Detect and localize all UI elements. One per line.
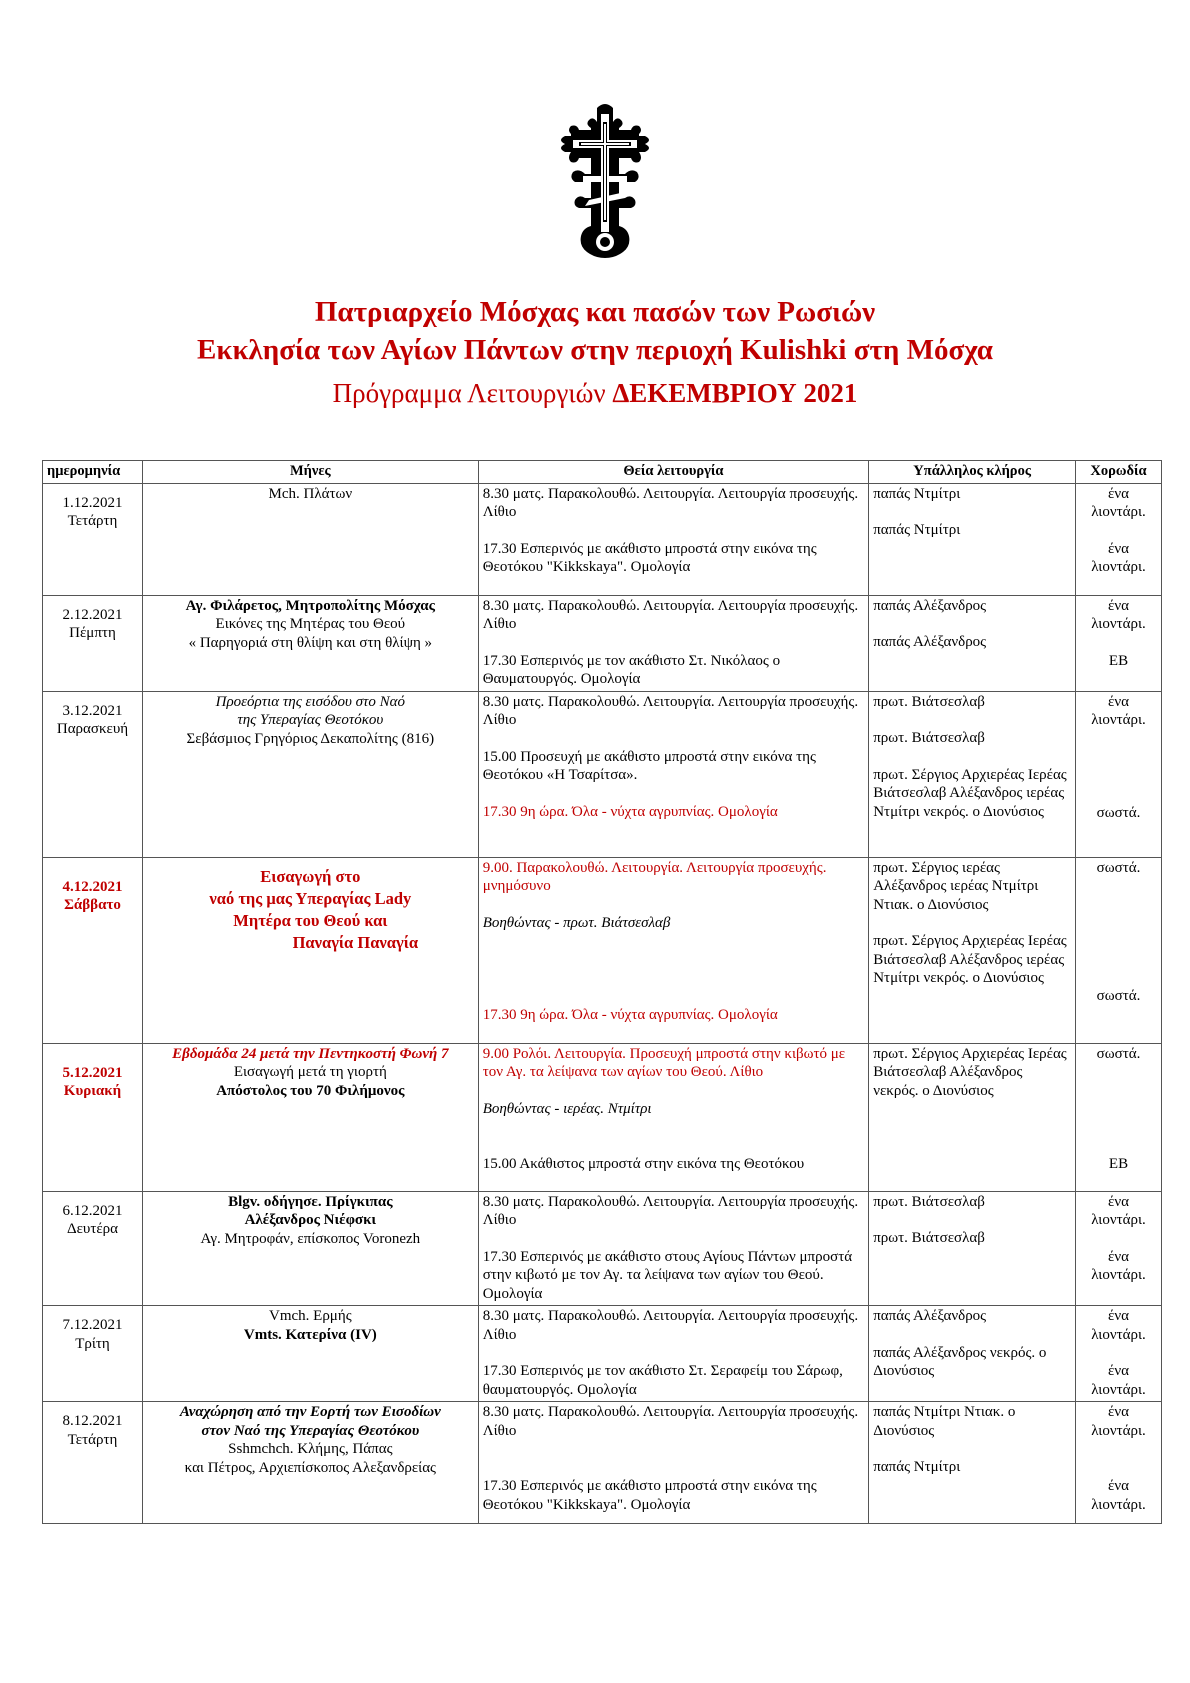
choir-entry: ΕΒ	[1108, 652, 1129, 669]
service-entry: 17.30 Εσπερινός με ακάθιστο μπροστά στην εικόνα της Θεοτόκου "Kikkskaya". Ομολογία	[482, 540, 817, 575]
liturgy-cell	[478, 1191, 869, 1306]
choir-entry: σωστά.	[1096, 804, 1141, 821]
service-entry: 8.30 ματς. Παρακολουθώ. Λειτουργία. Λειτουργία προσευχής. Λίθιο	[482, 1308, 859, 1343]
saints-cell	[142, 691, 478, 857]
choir-entry: ΕΒ	[1108, 1156, 1129, 1172]
liturgy-cell	[478, 691, 869, 857]
date-cell	[43, 483, 143, 595]
clergy-entry: παπάς Ντμίτρι	[873, 522, 961, 538]
table-row	[43, 691, 1162, 857]
saints-cell	[142, 483, 478, 595]
table-row	[43, 1402, 1162, 1524]
date-cell	[43, 1043, 143, 1191]
service-entry: 8.30 ματς. Παρακολουθώ. Λειτουργία. Λειτουργία προσευχής. Λίθιο	[482, 485, 859, 520]
weekday: Τρίτη	[75, 1335, 110, 1352]
choir-cell	[1076, 1402, 1162, 1524]
choir-entry: ένα λιοντάρι.	[1091, 1308, 1146, 1343]
service-entry: 8.30 ματς. Παρακολουθώ. Λειτουργία. Λειτουργία προσευχής. Λίθιο	[482, 597, 859, 632]
date: 2.12.2021	[62, 606, 123, 623]
saints-cell	[142, 1043, 478, 1191]
liturgy-cell	[478, 1306, 869, 1402]
saint-line: και Πέτρος, Αρχιεπίσκοπος Αλεξανδρείας	[184, 1459, 437, 1476]
date-cell	[43, 691, 143, 857]
header-saints: Μήνες	[142, 461, 478, 484]
date-cell	[43, 1306, 143, 1402]
clergy-entry: παπάς Αλέξανδρος	[873, 634, 987, 650]
clergy-cell	[869, 483, 1076, 595]
choir-cell	[1076, 857, 1162, 1043]
table-row	[43, 857, 1162, 1043]
clergy-entry: πρωτ. Σέργιος Αρχιερέας Ιερέας Βιάτσεσλαβ Αλέξανδρος ιερέας Ντμίτρι νεκρός. ο Διονύσιος	[873, 766, 1067, 820]
weekday: Παρασκευή	[56, 721, 129, 737]
service-entry: 17.30 Εσπερινός με τον ακάθιστο Στ. Σεραφείμ του Σάρωφ, θαυματουργός. Ομολογία	[482, 1363, 843, 1398]
clergy-entry: πρωτ. Βιάτσεσλαβ	[873, 730, 985, 746]
choir-entry: σωστά.	[1096, 988, 1141, 1004]
date: 6.12.2021	[62, 1202, 123, 1219]
service-entry: 8.30 ματς. Παρακολουθώ. Λειτουργία. Λειτουργία προσευχής. Λίθιο	[482, 693, 859, 728]
weekday: Πέμπτη	[69, 625, 116, 641]
saint-line: Εικόνες της Μητέρας του Θεού	[215, 616, 406, 632]
schedule-title	[0, 378, 1190, 409]
saint-line: « Παρηγοριά στη θλίψη και στη θλίψη »	[188, 634, 433, 651]
header-choir: Χορωδία	[1076, 461, 1162, 484]
service-entry: 17.30 9η ώρα. Όλα - νύχτα αγρυπνίας. Ομολογία	[482, 803, 778, 820]
clergy-entry: πρωτ. Βιάτσεσλαβ	[873, 1193, 985, 1210]
saint-line: Αγ. Φιλάρετος, Μητροπολίτης Μόσχας	[185, 597, 435, 614]
clergy-cell	[869, 595, 1076, 691]
choir-cell	[1076, 1191, 1162, 1306]
choir-entry: ένα λιοντάρι.	[1091, 1193, 1146, 1228]
services-schedule-table	[42, 460, 1162, 1524]
clergy-entry: παπάς Ντμίτρι Ντιακ. ο Διονύσιος	[873, 1404, 1016, 1439]
schedule-month: ΔΕΚΕΜΒΡΙΟΥ 2021	[612, 378, 858, 408]
saint-line: Mch. Πλάτων	[268, 485, 353, 502]
clergy-cell	[869, 857, 1076, 1043]
service-entry: 17.30 Εσπερινός με τον ακάθιστο Στ. Νικόλαος ο Θαυματουργός. Ομολογία	[482, 652, 781, 687]
header-liturgy: Θεία λειτουργία	[478, 461, 869, 484]
liturgy-cell	[478, 483, 869, 595]
choir-cell	[1076, 1306, 1162, 1402]
choir-cell	[1076, 691, 1162, 857]
saint-line: Αλέξανδρος Νιέφσκι	[244, 1212, 377, 1228]
saint-line: Εισαγωγή μετά τη γιορτή	[233, 1064, 387, 1080]
header-date: ημερομηνία	[43, 461, 143, 484]
orthodox-cross-emblem	[553, 102, 657, 266]
weekday: Τετάρτη	[67, 1431, 118, 1448]
date-cell	[43, 1402, 143, 1524]
saint-line: Μητέρα του Θεού και	[233, 910, 388, 930]
choir-entry: ένα λιοντάρι.	[1091, 1478, 1146, 1513]
clergy-cell	[869, 1306, 1076, 1402]
date: 1.12.2021	[62, 494, 123, 511]
choir-cell	[1076, 1043, 1162, 1191]
date: 7.12.2021	[62, 1317, 123, 1333]
clergy-entry: παπάς Ντμίτρι	[873, 1459, 961, 1475]
saint-line: Προεόρτια της εισόδου στο Ναό	[215, 693, 406, 710]
clergy-entry: παπάς Αλέξανδρος νεκρός. ο Διονύσιος	[873, 1344, 1047, 1379]
clergy-cell	[869, 691, 1076, 857]
choir-entry: σωστά.	[1096, 1045, 1141, 1062]
service-entry: 17.30 Εσπερινός με ακάθιστο στους Αγίους Πάντων μπροστά στην κιβωτό με τον Αγ. τα λείψανα των αγίων του Θεού. Ομολογία	[482, 1248, 853, 1302]
clergy-cell	[869, 1402, 1076, 1524]
saints-cell	[142, 857, 478, 1043]
choir-entry: ένα λιοντάρι.	[1091, 540, 1146, 575]
weekday: Σάββατο	[64, 897, 121, 913]
date-cell	[43, 1191, 143, 1306]
clergy-cell	[869, 1043, 1076, 1191]
saint-line: Εβδομάδα 24 μετά την Πεντηκοστή Φωνή 7	[172, 1045, 449, 1062]
choir-cell	[1076, 595, 1162, 691]
schedule-title-prefix: Πρόγραμμα Λειτουργιών	[332, 378, 613, 408]
clergy-entry: πρωτ. Σέργιος Αρχιερέας Ιερέας Βιάτσεσλαβ Αλέξανδρος νεκρός. ο Διονύσιος	[873, 1045, 1067, 1099]
liturgy-cell	[478, 595, 869, 691]
saint-line: Εισαγωγή στο	[260, 866, 361, 886]
service-entry: Βοηθώντας - ιερέας. Ντμίτρι	[482, 1100, 652, 1117]
liturgy-cell	[478, 857, 869, 1043]
saint-line: ναό της μας Υπεραγίας Lady	[209, 888, 412, 908]
weekday: Κυριακή	[63, 1083, 122, 1099]
clergy-entry: παπάς Αλέξανδρος	[873, 1308, 987, 1324]
saints-cell	[142, 1191, 478, 1306]
service-entry: 17.30 9η ώρα. Όλα - νύχτα αγρυπνίας. Ομολογία	[482, 1007, 778, 1023]
liturgy-cell	[478, 1043, 869, 1191]
saint-line: Παναγία Παναγία	[292, 932, 419, 952]
table-row	[43, 1191, 1162, 1306]
date: 4.12.2021	[62, 878, 123, 895]
saint-line: της Υπεραγίας Θεοτόκου	[237, 712, 384, 728]
saint-line: Vmts. Κατερίνα (IV)	[243, 1326, 377, 1343]
clergy-entry: παπάς Ντμίτρι	[873, 485, 961, 502]
saint-line: Vmch. Ερμής	[269, 1308, 352, 1324]
saint-line: Blgv. οδήγησε. Πρίγκιπας	[228, 1193, 393, 1210]
cross-icon	[553, 102, 657, 266]
saint-line: Αναχώρηση από την Εορτή των Εισοδίων	[179, 1404, 441, 1420]
saints-cell	[142, 595, 478, 691]
service-entry: 8.30 ματς. Παρακολουθώ. Λειτουργία. Λειτουργία προσευχής. Λίθιο	[482, 1193, 859, 1228]
choir-cell	[1076, 483, 1162, 595]
clergy-entry: πρωτ. Σέργιος Αρχιερέας Ιερέας Βιάτσεσλαβ Αλέξανδρος ιερέας Ντμίτρι νεκρός. ο Διονύσιος	[873, 933, 1067, 986]
date: 3.12.2021	[62, 702, 123, 719]
choir-entry: ένα λιοντάρι.	[1091, 1248, 1146, 1283]
clergy-entry: πρωτ. Βιάτσεσλαβ	[873, 1230, 985, 1246]
service-entry: Βοηθώντας - πρωτ. Βιάτσεσλαβ	[482, 914, 671, 931]
weekday: Τετάρτη	[67, 513, 118, 529]
saint-line: στον Ναό της Υπεραγίας Θεοτόκου	[201, 1422, 420, 1439]
choir-entry: ένα λιοντάρι.	[1091, 485, 1146, 520]
table-header-row	[43, 461, 1162, 484]
date-cell	[43, 595, 143, 691]
service-entry: 15.00 Προσευχή με ακάθιστο μπροστά στην εικόνα της Θεοτόκου «Η Τσαρίτσα».	[482, 748, 816, 783]
saints-cell	[142, 1402, 478, 1524]
choir-entry: ένα λιοντάρι.	[1091, 693, 1146, 728]
liturgy-cell	[478, 1402, 869, 1524]
date-cell	[43, 857, 143, 1043]
choir-entry: ένα λιοντάρι.	[1091, 597, 1146, 632]
saints-cell	[142, 1306, 478, 1402]
clergy-entry: πρωτ. Σέργιος ιερέας Αλέξανδρος ιερέας Ντμίτρι Ντιακ. ο Διονύσιος	[873, 859, 1039, 913]
choir-entry: σωστά.	[1096, 859, 1141, 876]
clergy-entry: πρωτ. Βιάτσεσλαβ	[873, 693, 985, 710]
weekday: Δευτέρα	[66, 1221, 118, 1237]
choir-entry: ένα λιοντάρι.	[1091, 1363, 1146, 1398]
table-row	[43, 483, 1162, 595]
table-row	[43, 1043, 1162, 1191]
choir-entry: ένα λιοντάρι.	[1091, 1404, 1146, 1439]
date: 5.12.2021	[62, 1064, 123, 1081]
church-title: Εκκλησία των Αγίων Πάντων στην περιοχή Kulishki στη Μόσχα	[197, 334, 993, 366]
date: 8.12.2021	[62, 1413, 123, 1429]
saint-line: Απόστολος του 70 Φιλήμονος	[216, 1082, 405, 1099]
service-entry: 17.30 Εσπερινός με ακάθιστο μπροστά στην εικόνα της Θεοτόκου "Kikkskaya". Ομολογία	[482, 1478, 817, 1513]
clergy-cell	[869, 1191, 1076, 1306]
clergy-entry: παπάς Αλέξανδρος	[873, 597, 987, 614]
service-entry: 9.00 Ρολόι. Λειτουργία. Προσευχή μπροστά στην κιβωτό με τον Αγ. τα λείψανα των αγίων του Θεού. Λίθιο	[482, 1045, 846, 1080]
title-line-1: Πατριαρχείο Μόσχας και πασών των Ρωσιών	[314, 296, 876, 328]
table-row	[43, 1306, 1162, 1402]
table-row	[43, 595, 1162, 691]
saint-line: Αγ. Μητροφάν, επίσκοπος Voronezh	[200, 1230, 421, 1247]
saint-line: Σεβάσμιος Γρηγόριος Δεκαπολίτης (816)	[186, 730, 435, 747]
service-entry: 9.00. Παρακολουθώ. Λειτουργία. Λειτουργία προσευχής. μνημόσυνο	[482, 859, 827, 894]
service-entry: 8.30 ματς. Παρακολουθώ. Λειτουργία. Λειτουργία προσευχής. Λίθιο	[482, 1404, 859, 1439]
header-clergy: Υπάλληλος κλήρος	[869, 461, 1076, 484]
saint-line: Sshmchch. Κλήμης, Πάπας	[228, 1441, 393, 1457]
service-entry: 15.00 Ακάθιστος μπροστά στην εικόνα της Θεοτόκου	[482, 1156, 805, 1172]
